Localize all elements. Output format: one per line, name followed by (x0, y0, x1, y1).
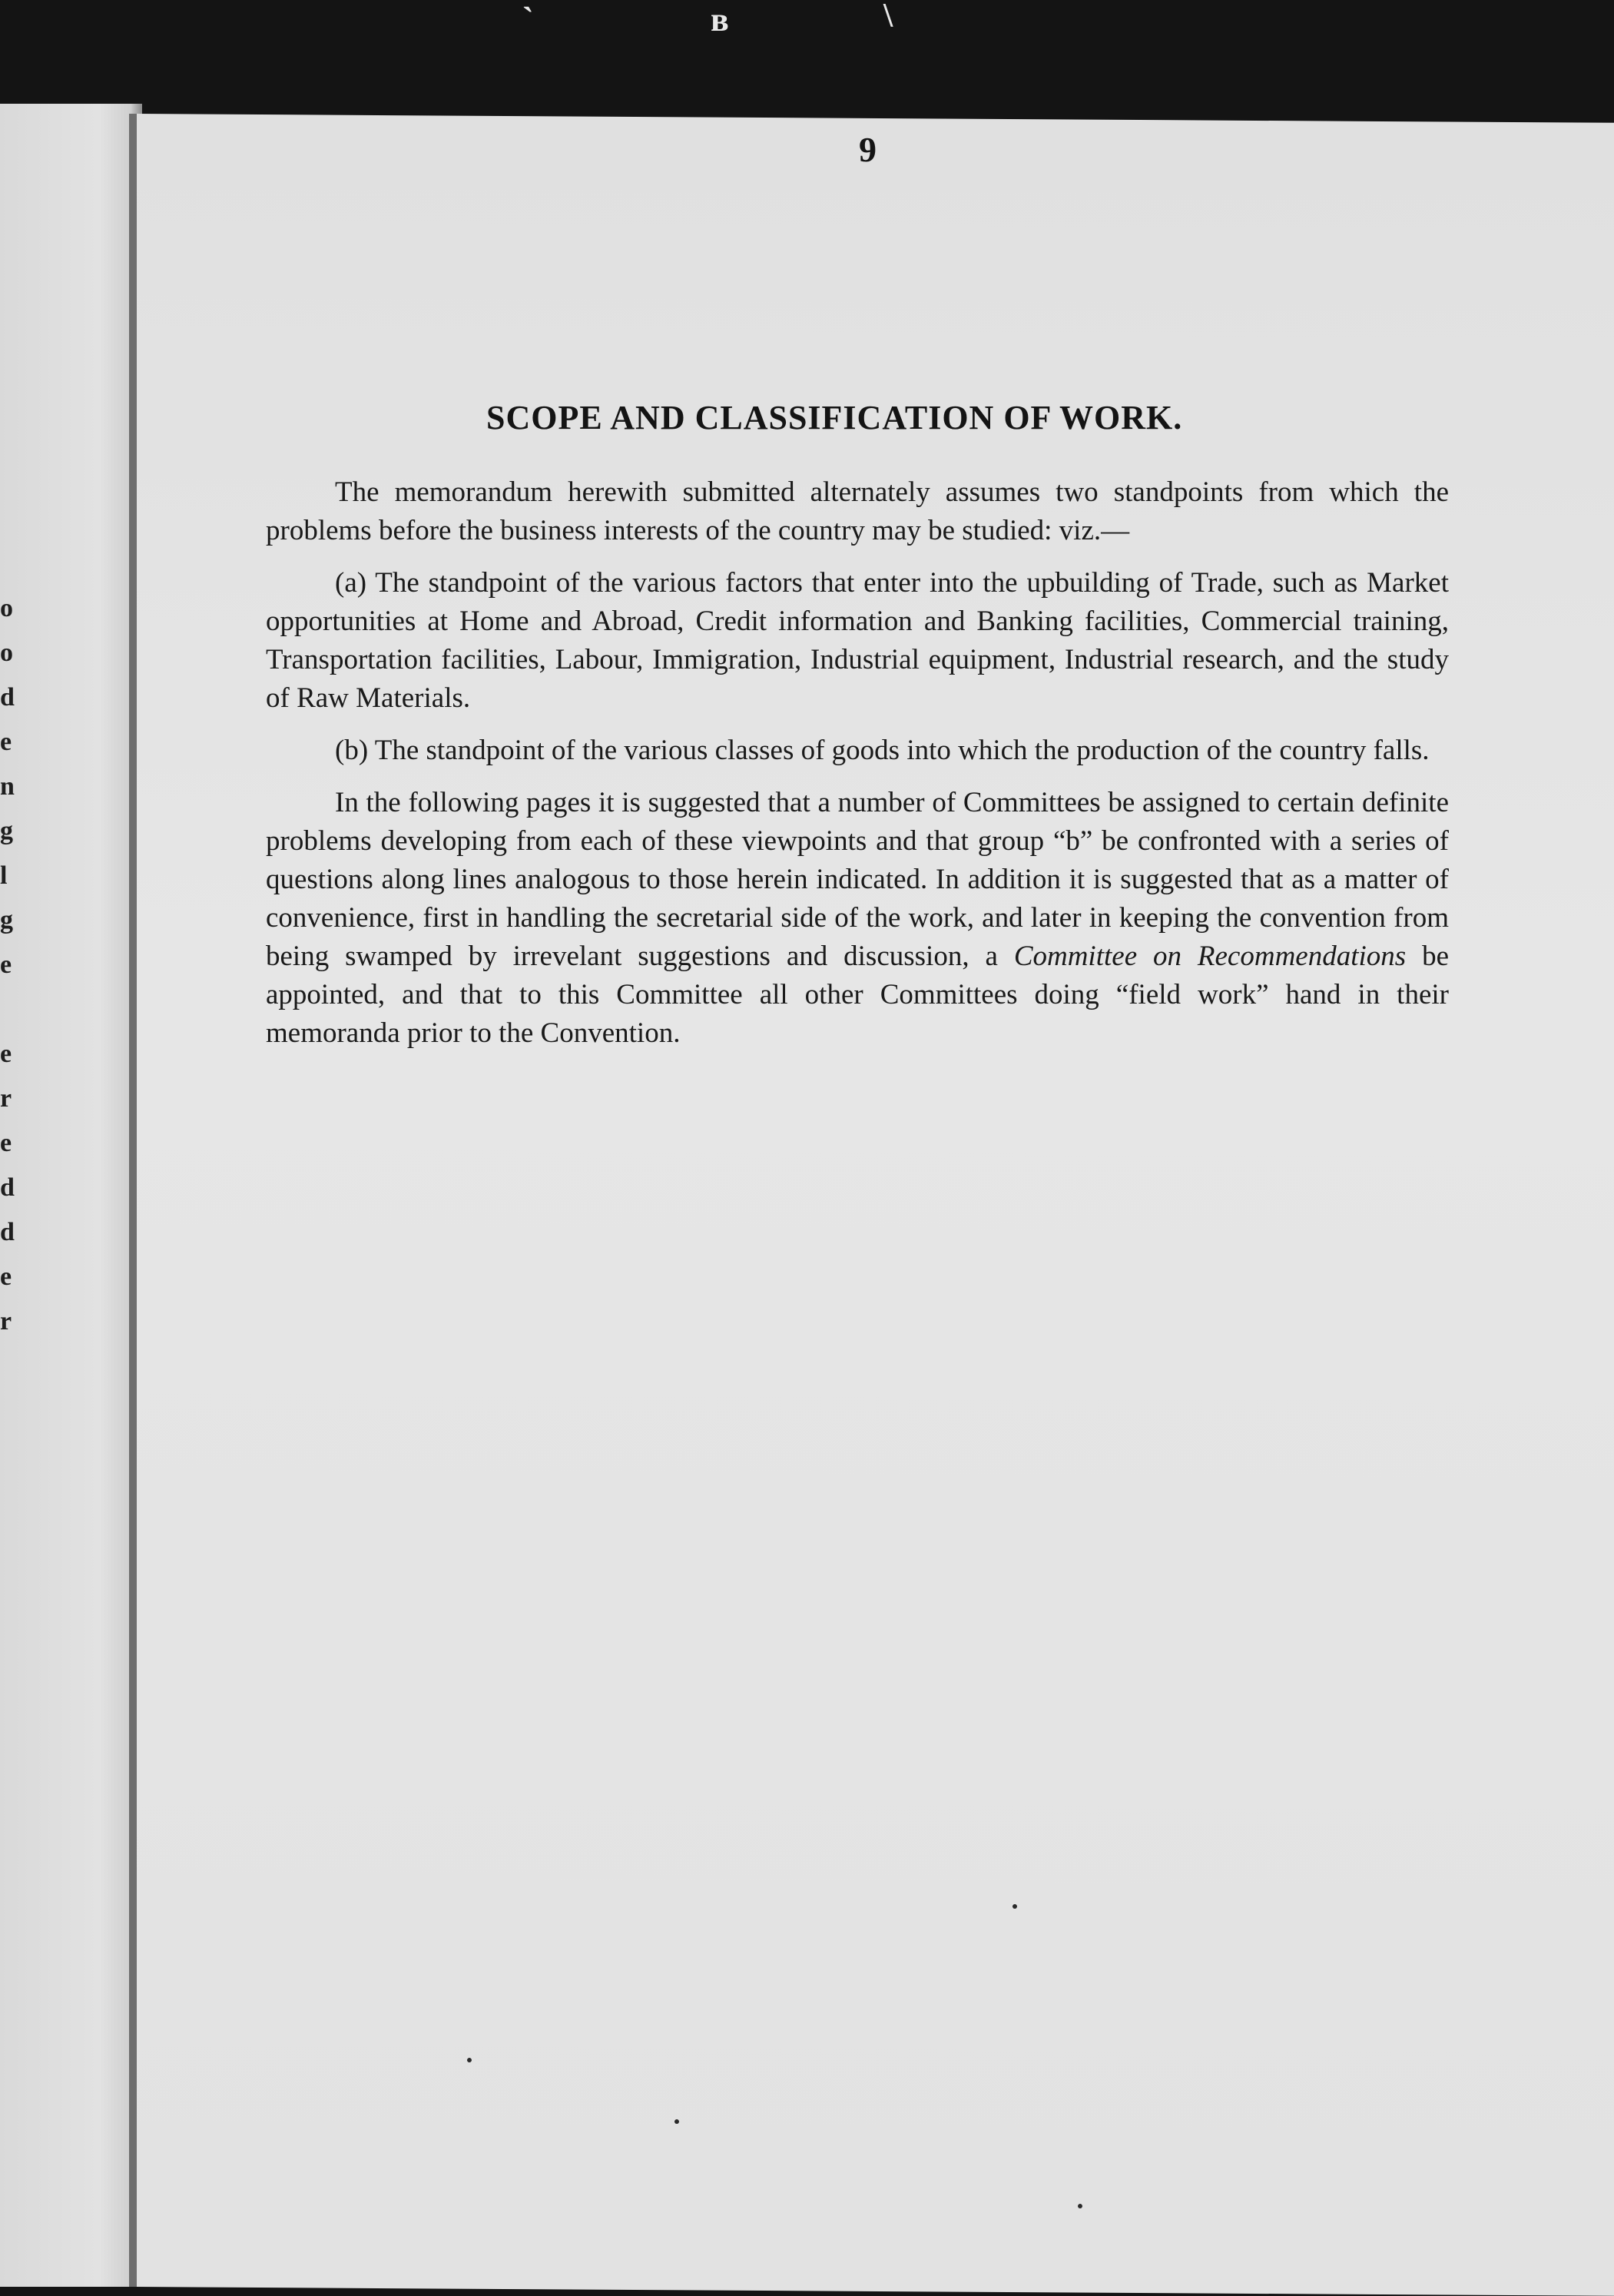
adjacent-page-letter: r (0, 1084, 12, 1113)
scan-speck (467, 2058, 472, 2062)
body-text (266, 473, 1449, 1067)
adjacent-page-letter: l (0, 861, 8, 890)
adjacent-page-letter: n (0, 772, 15, 801)
paragraph-following (266, 784, 1449, 1053)
adjacent-page-letter (0, 987, 23, 1032)
adjacent-page-letter: o (0, 594, 13, 622)
document-page (129, 114, 1614, 2296)
scan-speck (1012, 1904, 1017, 1909)
page-number: 9 (859, 130, 877, 170)
scan-speck (1078, 2204, 1082, 2208)
adjacent-page-letter: e (0, 1262, 12, 1291)
adjacent-page-letter: g (0, 817, 13, 845)
paragraph-following-part2: be appointed, and that to this Committee all other Committees doing “field work” hand in their memoranda prior to the Convention. (266, 941, 1450, 1050)
adjacent-page-letter: e (0, 728, 12, 756)
adjacent-page-letter: d (0, 683, 15, 712)
scan-speck (674, 2119, 679, 2124)
adjacent-page-letter: g (0, 906, 13, 934)
paragraph-b: (b) The standpoint of the various classes of goods into which the production of the country falls. (335, 735, 1430, 767)
adjacent-page-letter: e (0, 1129, 12, 1157)
committee-on-recommendations: Committee on Recommendations (1013, 941, 1407, 973)
scan-artifact: \ (883, 0, 893, 34)
adjacent-page-letters (0, 586, 23, 1344)
adjacent-page-edge (0, 104, 142, 2287)
paragraph-following-part1: In the following pages it is suggested that a number of Committees be assigned to certain definite problems developing from each of these viewpoints and that group “b” be confronted with a series of questions along lines analogous to those herein indicated. In addition it is suggested that as a matter of convenience, first in handling the secretarial side of the work, and later in keeping the convention from being swamped by irrevelant suggestions and discussion, a (266, 787, 1449, 973)
paragraph-intro: The memorandum herewith submitted alternately assumes two standpoints from which the problems before the business interests of the country may be studied: viz.— (266, 476, 1449, 547)
section-heading: SCOPE AND CLASSIFICATION OF WORK. (486, 399, 1183, 437)
adjacent-page-letter: e (0, 951, 12, 979)
adjacent-page-letter: d (0, 1173, 15, 1202)
adjacent-page-letter: r (0, 1307, 12, 1335)
scan-top-edge (0, 0, 1614, 46)
adjacent-page-letter: o (0, 639, 13, 667)
adjacent-page-letter: e (0, 1040, 12, 1068)
scan-artifact: ʙ (711, 1, 729, 38)
adjacent-page-letter: d (0, 1218, 15, 1246)
scan-artifact: ` (522, 1, 534, 38)
paragraph-a: (a) The standpoint of the various factors that enter into the upbuilding of Trade, such as Market opportunities at Home and Abroad, Credit information and Banking facilities, Commercial training, Transportation facilities, Labour, Immigration, Industrial equipment, Industrial research, and the study of Raw Materials. (266, 567, 1449, 715)
